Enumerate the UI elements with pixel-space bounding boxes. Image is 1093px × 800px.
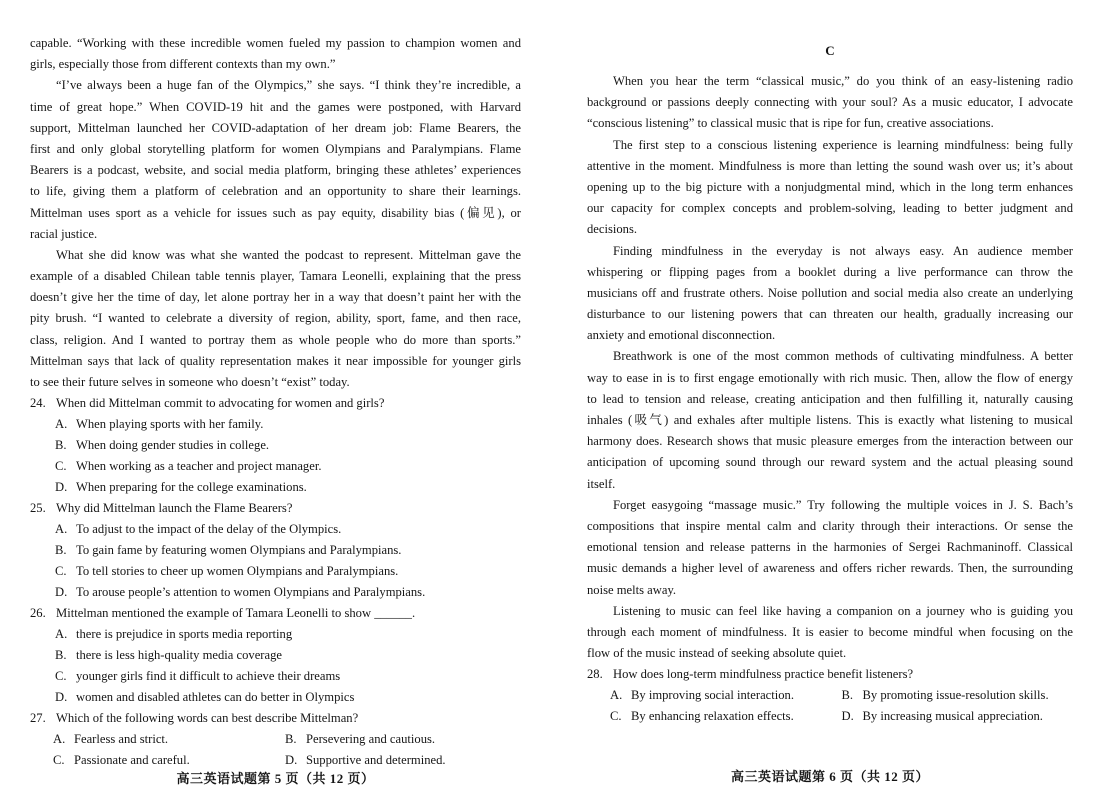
option-text: younger girls find it difficult to achieve their dreams bbox=[76, 669, 341, 684]
option-row bbox=[587, 685, 1073, 706]
option-text: Passionate and careful. bbox=[74, 753, 190, 768]
question-list bbox=[30, 393, 521, 771]
passage-line: Forget easygoing “massage music.” Try following the multiple voices in J. S. Bach’s bbox=[613, 497, 1073, 512]
passage-line: compositions that inspire mental calm and clarity through their interactions. Or sense the bbox=[587, 518, 1073, 533]
answer-option[interactable] bbox=[30, 582, 521, 603]
passage-line: harmony does. Research shows that music pleasure emerges from the interaction between our bbox=[587, 434, 1073, 449]
option-text: To adjust to the impact of the delay of the Olympics. bbox=[76, 522, 342, 537]
option-text: When playing sports with her family. bbox=[76, 417, 264, 432]
left-page bbox=[30, 0, 521, 800]
answer-option[interactable] bbox=[30, 687, 521, 708]
option-text: By promoting issue-resolution skills. bbox=[862, 688, 1049, 703]
passage-line: inhales (吸气) and exhales after multiple listens. This is exactly what listening to musical bbox=[587, 413, 1073, 427]
passage-line: example of a disabled Chilean table tennis player, Tamara Leonelli, explaining that the press bbox=[30, 269, 521, 284]
page-footer: 高三英语试题第 6 页（共 12 页） bbox=[730, 769, 929, 784]
passage-line: through each moment of mindfulness. It is easier to become mindful when focusing on the bbox=[587, 624, 1073, 639]
answer-option[interactable] bbox=[30, 540, 521, 561]
option-text: When working as a teacher and project manager. bbox=[76, 459, 322, 474]
question-stem bbox=[30, 603, 521, 624]
passage-line: way to ease in is to first engage emotionally with rich music. Then, allow the flow of energy bbox=[587, 370, 1073, 385]
right-page bbox=[587, 0, 1073, 800]
option-letter: D. bbox=[285, 753, 298, 768]
passage-text bbox=[30, 33, 521, 393]
option-letter: A. bbox=[55, 522, 68, 537]
option-row bbox=[587, 706, 1073, 727]
option-letter: C. bbox=[55, 459, 67, 474]
option-letter: C. bbox=[55, 669, 67, 684]
passage-line: Mittelman uses sport as a vehicle for issues such as pay equity, disability bias (偏见), or bbox=[30, 205, 521, 220]
option-text: To arouse people’s attention to women Olympians and Paralympians. bbox=[76, 585, 426, 600]
option-text: By increasing musical appreciation. bbox=[862, 709, 1043, 724]
passage-line: Breathwork is one of the most common methods of cultivating mindfulness. A better bbox=[613, 349, 1073, 364]
option-text: To tell stories to cheer up women Olympians and Paralympians. bbox=[76, 564, 399, 579]
passage-line: “I’ve always been a huge fan of the Olympics,” she says. “I think they’re incredible, a bbox=[56, 78, 521, 93]
passage-line: When you hear the term “classical music,” do you think of an easy-listening radio bbox=[613, 74, 1073, 88]
question-number: 25. bbox=[30, 501, 46, 516]
question-number: 28. bbox=[587, 667, 603, 682]
option-text: When preparing for the college examinations. bbox=[76, 480, 307, 495]
passage-line: Finding mindfulness in the everyday is not always easy. An audience member bbox=[613, 243, 1073, 258]
passage-line: opening up to the big picture with a nonjudgmental mind, which in the long term enhances bbox=[587, 179, 1073, 194]
answer-option[interactable] bbox=[30, 414, 521, 435]
question-number: 26. bbox=[30, 606, 46, 621]
passage-line: to see their future selves in someone who doesn’t “exist” today. bbox=[30, 375, 350, 389]
section-heading: C bbox=[825, 43, 835, 58]
answer-option[interactable] bbox=[30, 435, 521, 456]
passage-line: itself. bbox=[587, 476, 616, 491]
option-letter: D. bbox=[55, 690, 68, 705]
passage-line: Mittelman says that lack of quality representation makes it near impossible for younger girls bbox=[30, 353, 521, 368]
option-letter: C. bbox=[55, 564, 67, 579]
passage-line: our capacity for complex concepts and problem-solving, leading to better judgment and bbox=[587, 201, 1073, 216]
answer-option[interactable] bbox=[610, 685, 842, 706]
passage-line: doesn’t give her the time of day, let alone portray her in a way that doesn’t paint her with the bbox=[30, 290, 521, 305]
passage-line: anxiety and emotional disconnection. bbox=[587, 328, 776, 343]
question-number: 24. bbox=[30, 396, 46, 411]
passage-line: racial justice. bbox=[30, 226, 98, 241]
option-text: Supportive and determined. bbox=[306, 753, 446, 768]
question-stem bbox=[30, 708, 521, 729]
option-text: Persevering and cautious. bbox=[306, 732, 436, 747]
passage-line: time of great hope.” When COVID-19 hit and the games were postponed, with Harvard bbox=[30, 99, 521, 114]
passage-line: music demands a higher level of awareness and offers richer rewards. Then, the surrounding bbox=[587, 561, 1073, 576]
option-letter: D. bbox=[55, 585, 68, 600]
passage-line: support, Mittelman launched her COVID-adaptation of her dream job: Flame Bearers, the bbox=[30, 120, 521, 135]
question-stem bbox=[587, 664, 1073, 685]
option-letter: C. bbox=[610, 709, 622, 724]
passage-line: Bearers is a podcast, website, and social media platform, bringing these athletes’ experiences bbox=[30, 163, 521, 178]
passage-line: girls, especially those from different contexts than my own.” bbox=[30, 57, 336, 72]
option-letter: A. bbox=[55, 417, 68, 432]
passage-line: disturbance to our listening powers that can threaten our health, gradually increasing our bbox=[587, 307, 1073, 322]
passage-line: class, religion. And I wanted to portray them as whole people who do more than sports.” bbox=[30, 332, 521, 347]
passage-line: whispering or flipping pages from a booklet during a live performance can throw the bbox=[587, 264, 1073, 279]
answer-option[interactable] bbox=[842, 685, 1074, 706]
option-letter: D. bbox=[841, 709, 854, 724]
question-stem bbox=[30, 498, 521, 519]
passage-line: attentive in the moment. Mindfulness is more than letting the sound wash over us; it’s about bbox=[587, 158, 1073, 173]
answer-option[interactable] bbox=[30, 561, 521, 582]
question-list bbox=[587, 664, 1073, 727]
option-letter: B. bbox=[285, 732, 297, 747]
question-text: Why did Mittelman launch the Flame Bearers? bbox=[56, 501, 293, 516]
answer-option[interactable] bbox=[30, 645, 521, 666]
option-text: Fearless and strict. bbox=[74, 732, 169, 747]
question-text: Which of the following words can best describe Mittelman? bbox=[56, 711, 359, 726]
passage-line: What she did know was what she wanted the podcast to represent. Mittelman gave the bbox=[56, 247, 521, 262]
answer-option[interactable] bbox=[30, 477, 521, 498]
passage-line: The first step to a conscious listening experience is learning mindfulness: being fully bbox=[613, 137, 1073, 152]
option-text: When doing gender studies in college. bbox=[76, 438, 270, 453]
passage-line: musicians off and frustrate others. Noise pollution and social media also create an underlying bbox=[587, 285, 1073, 300]
passage-line: background or passions deeply connecting with your soul? As a music educator, I advocate bbox=[587, 95, 1073, 110]
passage-text bbox=[587, 71, 1073, 664]
option-row bbox=[30, 729, 521, 750]
passage-line: Listening to music can feel like having a companion on a journey who is guiding you bbox=[613, 603, 1073, 618]
passage-line: to lead to tension and release, creating anticipation and then fulfilling it, naturally causing bbox=[587, 391, 1073, 406]
answer-option[interactable] bbox=[30, 624, 521, 645]
answer-option[interactable] bbox=[285, 729, 517, 750]
option-text: To gain fame by featuring women Olympians and Paralympians. bbox=[76, 543, 402, 558]
option-letter: A. bbox=[610, 688, 623, 703]
answer-option[interactable] bbox=[30, 519, 521, 540]
page-footer: 高三英语试题第 5 页（共 12 页） bbox=[176, 771, 375, 786]
passage-line: anticipation of upcoming sound through our reward system and the actual pleasing sound bbox=[587, 455, 1073, 470]
option-letter: B. bbox=[55, 438, 67, 453]
option-letter: A. bbox=[53, 732, 66, 747]
question-text: When did Mittelman commit to advocating for women and girls? bbox=[56, 396, 385, 411]
option-text: By improving social interaction. bbox=[631, 688, 794, 703]
option-text: there is less high-quality media coverage bbox=[76, 648, 282, 663]
option-text: By enhancing relaxation effects. bbox=[631, 709, 794, 724]
option-letter: B. bbox=[55, 648, 67, 663]
option-letter: D. bbox=[55, 480, 68, 495]
passage-line: pity brush. “I wanted to celebrate a diversity of region, ability, sport, fame, and then race, bbox=[30, 311, 521, 326]
passage-line: first and only global storytelling platform for women Olympians and Paralympians. Flame bbox=[30, 141, 521, 156]
answer-option[interactable] bbox=[842, 706, 1074, 727]
passage-line: decisions. bbox=[587, 222, 638, 237]
passage-line: emotional tension and release patterns in the harmonies of Sergei Rachmaninoff. Classical bbox=[587, 540, 1073, 555]
answer-option[interactable] bbox=[30, 666, 521, 687]
option-text: there is prejudice in sports media reporting bbox=[76, 627, 293, 642]
passage-line: to life, giving them a platform of celebration and an opportunity to share their learnings. bbox=[30, 184, 521, 199]
question-text: How does long-term mindfulness practice benefit listeners? bbox=[613, 667, 914, 682]
passage-line: flow of the music instead of seeking absolute quiet. bbox=[587, 646, 847, 661]
answer-option[interactable] bbox=[610, 706, 842, 727]
option-letter: C. bbox=[53, 753, 65, 768]
passage-line: noise melts away. bbox=[587, 582, 677, 597]
question-number: 27. bbox=[30, 711, 46, 726]
passage-line: capable. “Working with these incredible women fueled my passion to champion women and bbox=[30, 36, 521, 50]
question-text: Mittelman mentioned the example of Tamara Leonelli to show ______. bbox=[56, 606, 416, 621]
answer-option[interactable] bbox=[30, 456, 521, 477]
option-letter: B. bbox=[841, 688, 854, 703]
question-stem bbox=[30, 393, 521, 414]
passage-line: “conscious listening” to classical music that is ripe for fun, creative associations. bbox=[587, 116, 994, 131]
option-text: women and disabled athletes can do better in Olympics bbox=[76, 690, 355, 705]
option-letter: B. bbox=[55, 543, 67, 558]
option-letter: A. bbox=[55, 627, 68, 642]
answer-option[interactable] bbox=[53, 729, 285, 750]
